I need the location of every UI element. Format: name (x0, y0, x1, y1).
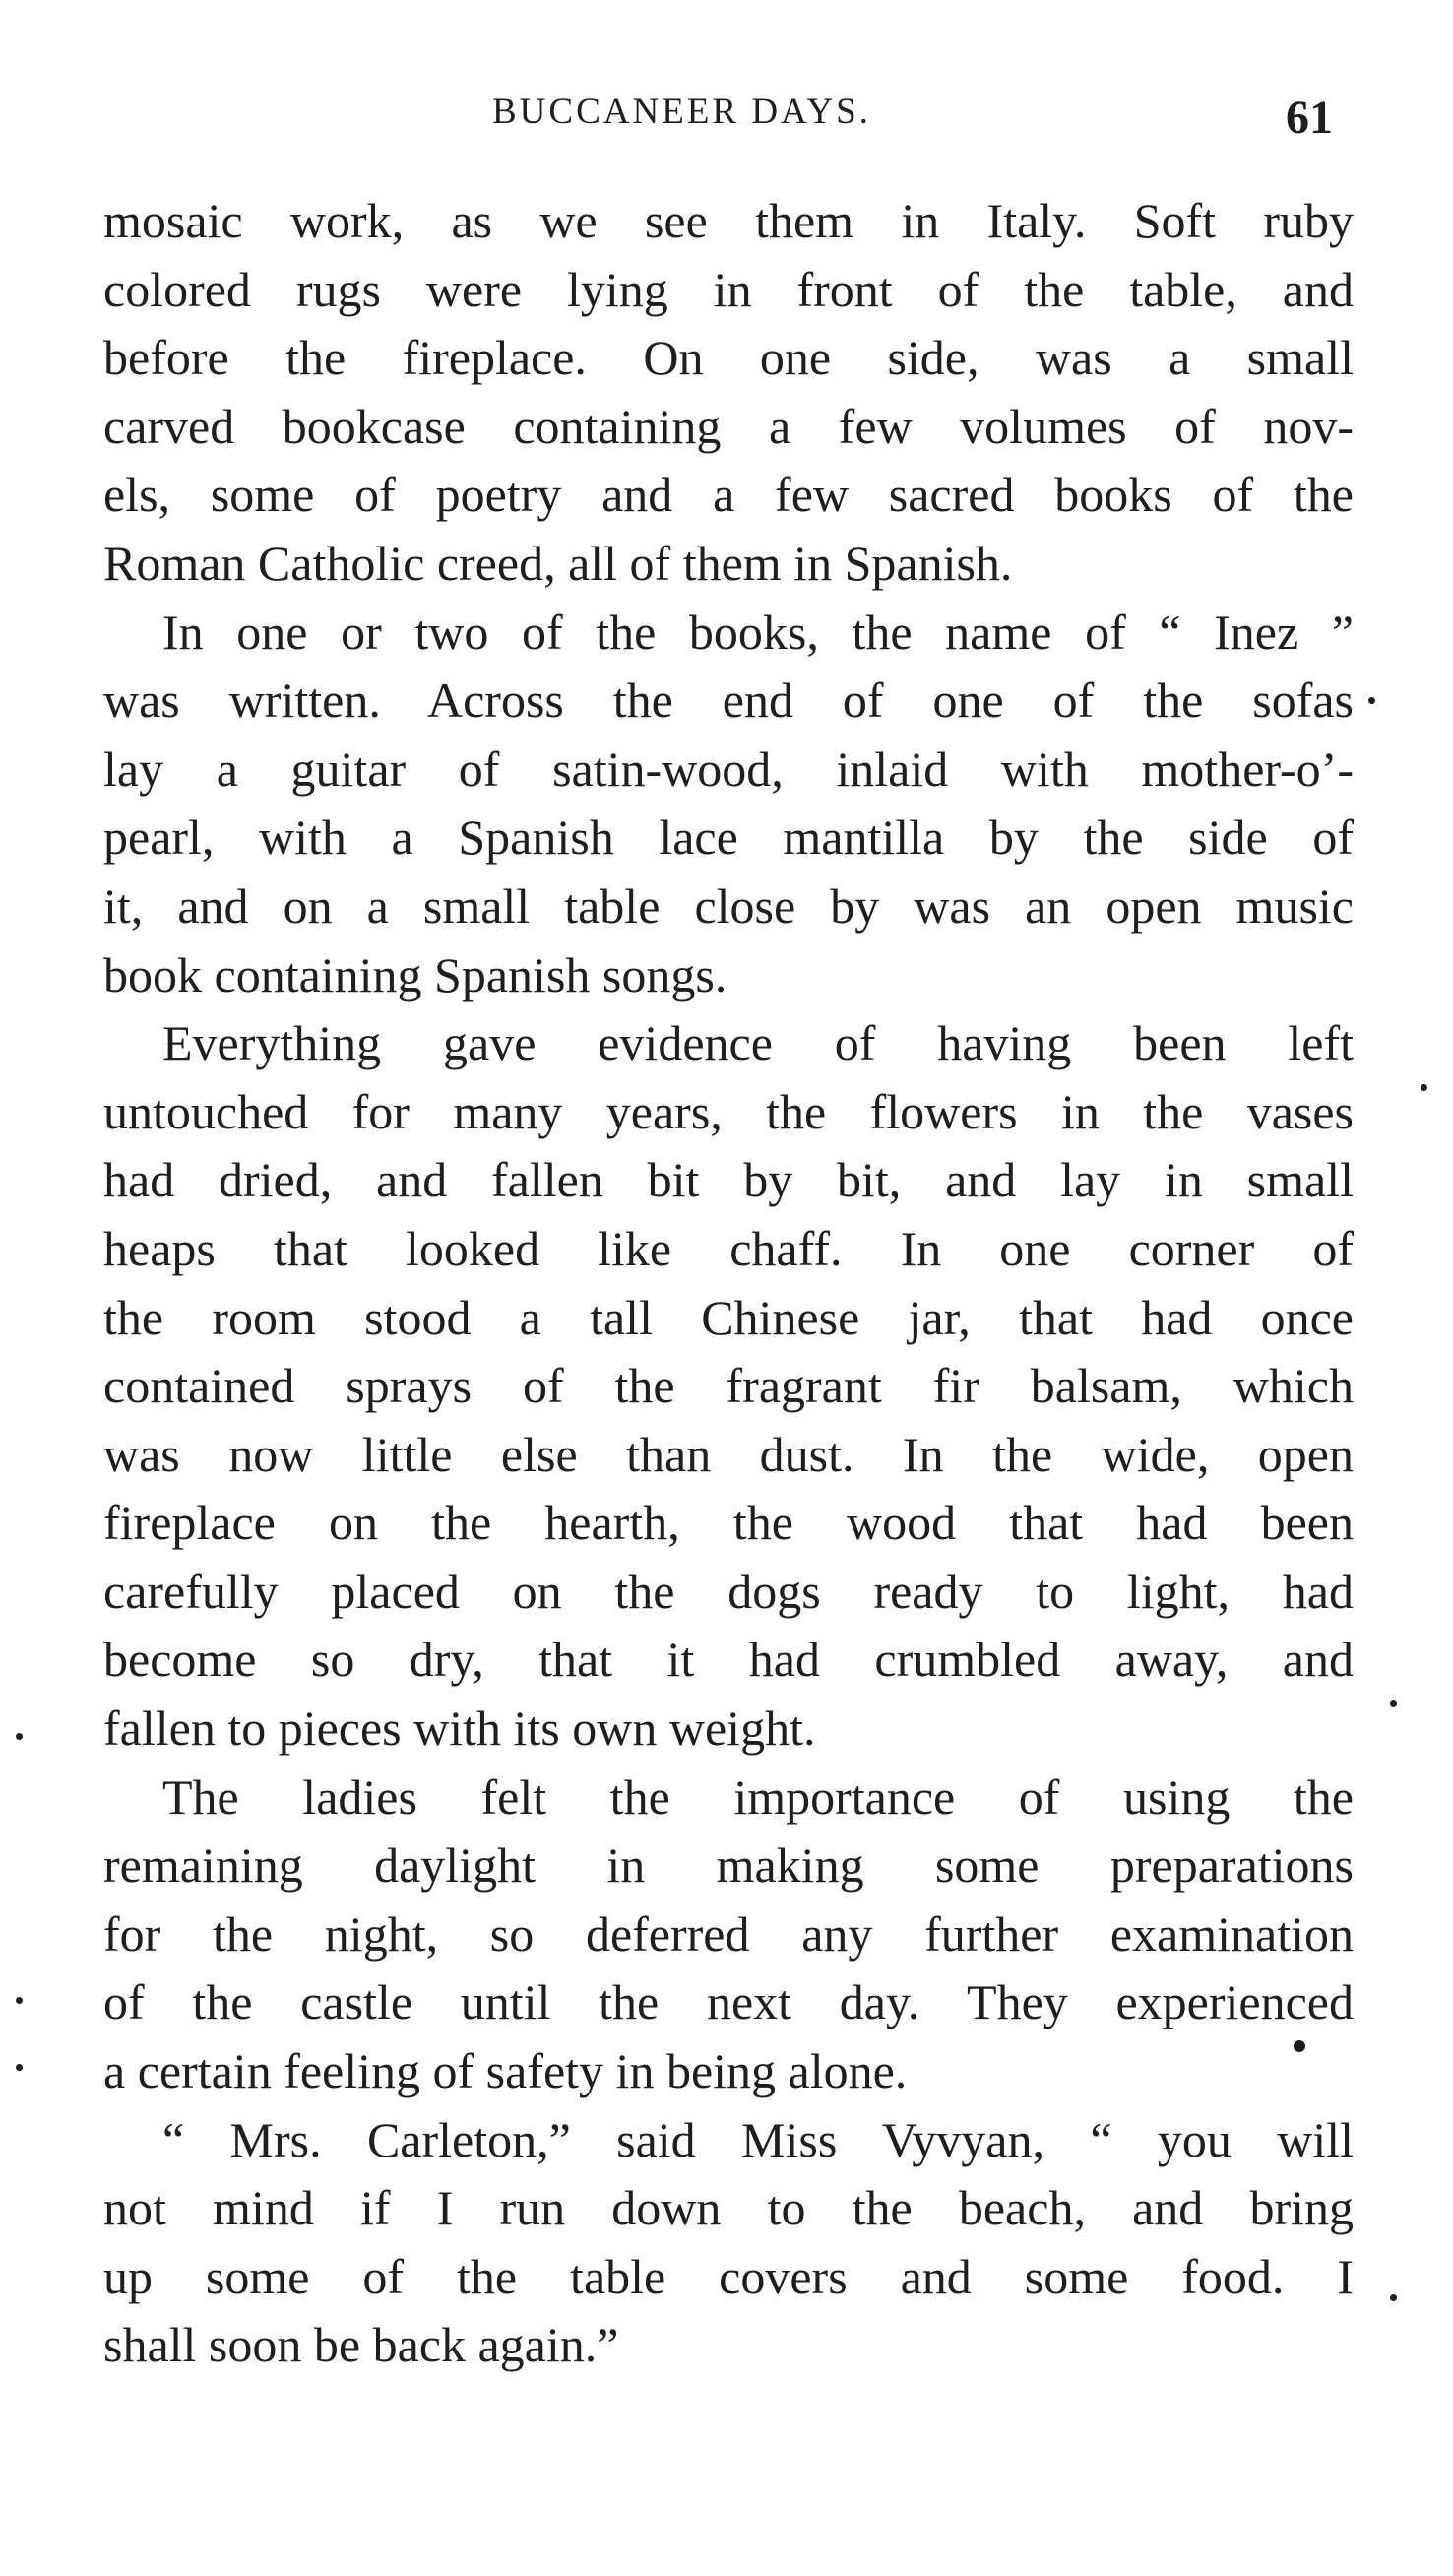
text-line: The ladies felt the importance of using the (162, 1769, 1354, 1825)
text-line: untouched for many years, the flowers in the vases (103, 1083, 1354, 1139)
text-line: Roman Catholic creed, all of them in Spanish. (103, 535, 1013, 591)
scan-speck (1390, 1700, 1397, 1707)
scan-speck (16, 1733, 23, 1740)
text-line: for the night, so deferred any further examination (103, 1905, 1354, 1962)
scan-speck (16, 2064, 23, 2071)
paragraph (103, 1764, 1354, 2106)
text-line: Everything gave evidence of having been left (162, 1015, 1354, 1071)
text-line: els, some of poetry and a few sacred books of the (103, 467, 1354, 523)
scan-speck (1294, 2040, 1305, 2052)
text-line: not mind if I run down to the beach, and bring (103, 2180, 1354, 2236)
scan-speck (1421, 1084, 1427, 1091)
text-line: heaps that looked like chaff. In one corner of (103, 1220, 1354, 1276)
text-line: book containing Spanish songs. (103, 946, 727, 1002)
text-line: of the castle until the next day. They experienced (103, 1974, 1354, 2030)
text-line: remaining daylight in making some preparations (103, 1837, 1354, 1894)
text-line: it, and on a small table close by was an open music (103, 877, 1354, 934)
body-text (103, 187, 1354, 2380)
text-line: “ Mrs. Carleton,” said Miss Vyvyan, “ you will (162, 2111, 1354, 2167)
text-line: a certain feeling of safety in being alone. (103, 2043, 908, 2099)
text-line: up some of the table covers and some food. I (103, 2248, 1354, 2304)
text-line: before the fireplace. On one side, was a small (103, 330, 1354, 386)
running-title: BUCCANEER DAYS. (492, 92, 871, 132)
text-line: had dried, and fallen bit by bit, and lay in small (103, 1152, 1354, 1208)
text-line: pearl, with a Spanish lace mantilla by the side of (103, 809, 1354, 866)
text-line: lay a guitar of satin-wood, inlaid with mother-o’- (103, 741, 1354, 797)
page-number: 61 (1286, 92, 1333, 144)
scan-speck (16, 1997, 23, 2004)
text-line: was written. Across the end of one of the sofas (103, 673, 1354, 729)
text-line: fireplace on the hearth, the wood that had been (103, 1495, 1354, 1551)
paragraph (103, 599, 1354, 1010)
text-line: mosaic work, as we see them in Italy. Soft ruby (103, 193, 1354, 248)
text-line: carefully placed on the dogs ready to light, had (103, 1563, 1354, 1619)
scan-speck (1390, 2294, 1397, 2301)
text-line: shall soon be back again.” (103, 2317, 619, 2373)
text-line: In one or two of the books, the name of “ Inez ” (162, 604, 1354, 660)
paragraph (103, 187, 1354, 599)
text-line: colored rugs were lying in front of the table, and (103, 261, 1354, 317)
text-line: carved bookcase containing a few volumes of nov- (103, 398, 1354, 454)
text-line: contained sprays of the fragrant fir balsam, which (103, 1358, 1354, 1414)
paragraph (103, 1009, 1354, 1764)
text-line: the room stood a tall Chinese jar, that had once (103, 1289, 1354, 1345)
paragraph (103, 2106, 1354, 2380)
text-line: was now little else than dust. In the wide, open (103, 1426, 1354, 1482)
text-line: fallen to pieces with its own weight. (103, 1701, 816, 1757)
scan-speck (1368, 697, 1375, 704)
text-line: become so dry, that it had crumbled away, and (103, 1632, 1354, 1688)
